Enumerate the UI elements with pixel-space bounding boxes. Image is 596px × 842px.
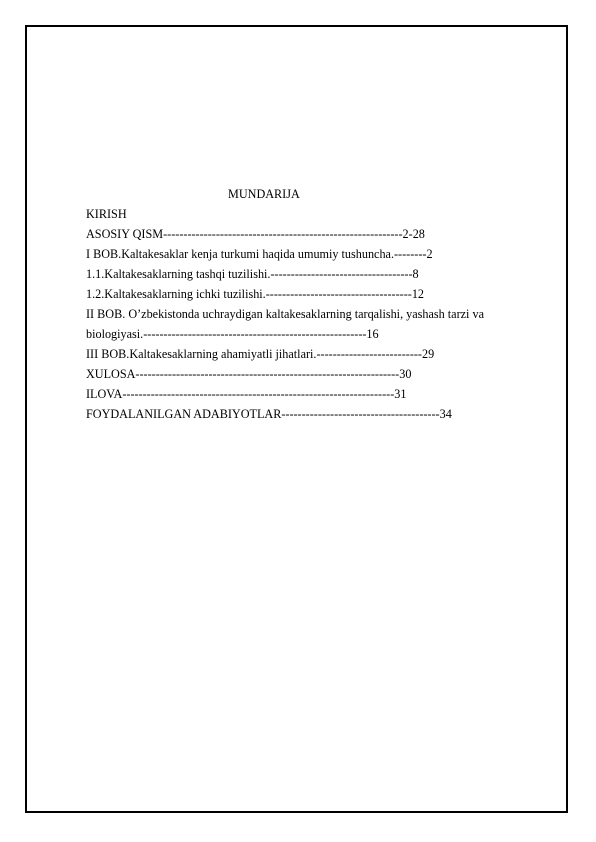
toc-entry-chapter-3: III BOB.Kaltakesaklarning ahamiyatli jihatlari.--------------------------29 [86,347,435,361]
toc-entry-xulosa: XULOSA-----------------------------------------------------------------30 [86,367,412,381]
toc-entry-asosiy-qism: ASOSIY QISM-----------------------------------------------------------2-28 [86,227,425,241]
toc-entry-adabiyotlar: FOYDALANILGAN ADABIYOTLAR---------------------------------------34 [86,407,452,421]
toc-entry-chapter-1: I BOB.Kaltakesaklar kenja turkumi haqida umumiy tushuncha.--------2 [86,247,433,261]
toc-entry-chapter-2-continued: biologiyasi.-------------------------------------------------------16 [86,327,379,341]
toc-entry-chapter-2: II BOB. O’zbekistonda uchraydigan kaltakesaklarning tarqalishi, yashash tarzi va [86,307,484,321]
table-of-contents [86,184,556,424]
toc-title: MUNDARIJA [228,187,300,201]
toc-entry-section-1-2: 1.2.Kaltakesaklarning ichki tuzilishi.------------------------------------12 [86,287,425,301]
toc-entry-section-1-1: 1.1.Kaltakesaklarning tashqi tuzilishi.-----------------------------------8 [86,267,419,281]
toc-entry-kirish: KIRISH [86,207,127,221]
toc-entry-ilova: ILOVA-------------------------------------------------------------------31 [86,387,407,401]
